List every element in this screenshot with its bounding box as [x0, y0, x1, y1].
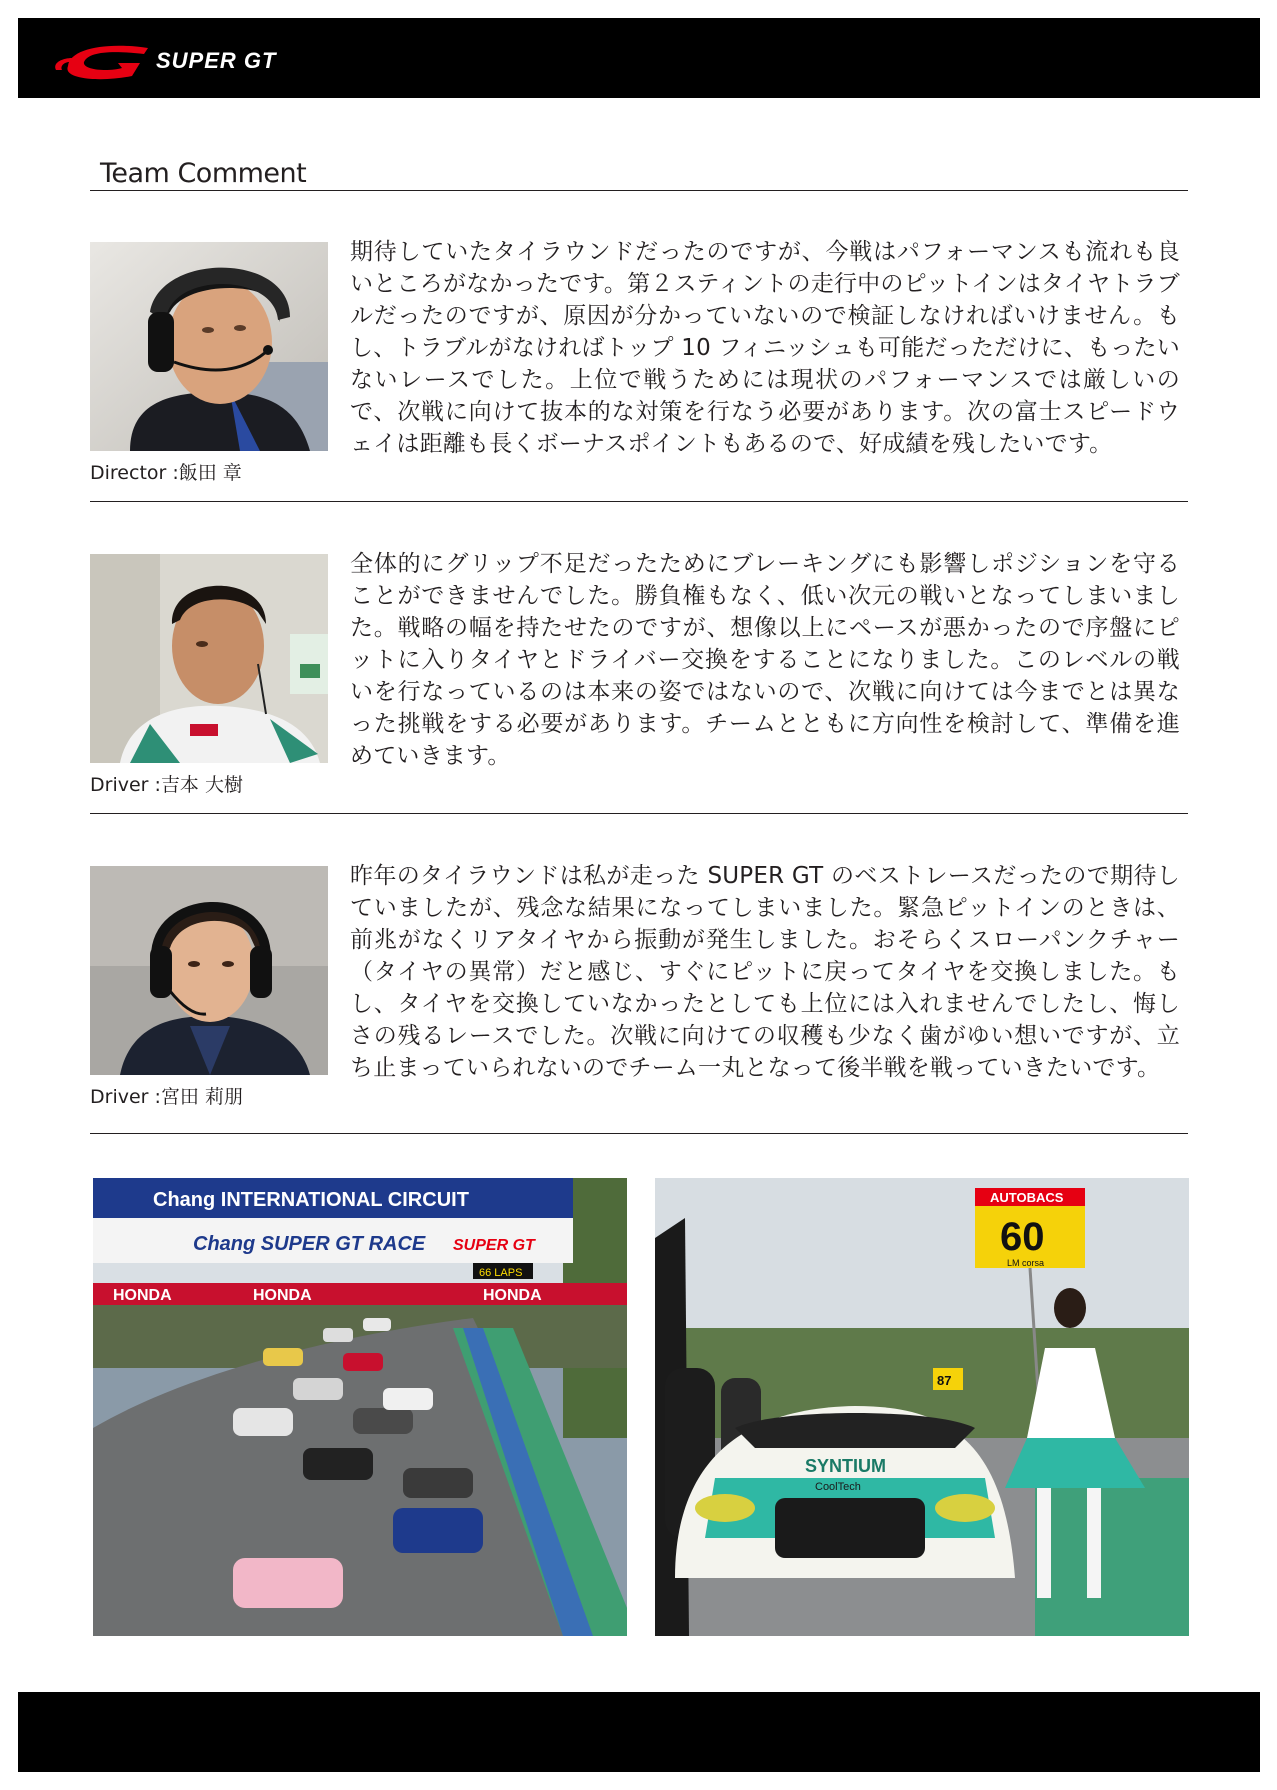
section-title: Team Comment [100, 158, 307, 189]
footer-bar [18, 1692, 1260, 1772]
banner-logo-text: SUPER GT [453, 1237, 535, 1254]
super-gt-logo[interactable] [48, 36, 348, 84]
entry-divider [90, 813, 1188, 814]
board-number: 60 [1000, 1215, 1045, 1259]
driver-miyata-photo [90, 866, 328, 1075]
yoshimoto-comment: 全体的にグリップ不足だったためにブレーキングにも影響しポジションを守ることができませんでした。勝負権もなく、低い次元の戦いとなってしまいました。戦略の幅を持たせたのですが、想像以上にペースが悪かったので序盤にピットに入りタイヤとドライバー交換をすることになりました。このレベルの戦いを行なっているのは本来の姿ではないので、次戦に向けては今までとは異なった挑戦をする必要があります。チームとともに方向性を検討して、準備を進めていきます。 [350, 551, 1180, 769]
board-team: LM corsa [1007, 1258, 1045, 1268]
director-photo [90, 242, 328, 451]
director-comment: 期待していたタイラウンドだったのですが、今戦はパフォーマンスも流れも良いところがなかったです。第２スティントの走行中のピットインはタイヤトラブルだったのですが、原因が分かっていないので検証しなければいけません。もし、トラブルがなければトップ 10 フィニッシュも可能だっただけに、もったいないレースでした。上位で戦うためには現状のパフォーマンスでは厳しいので、次戦に向けて抜本的な対策を行なう必要があります。次の富士スピードウェイは距離も長くボーナスポイントもあるので、好成績を残したいです。 [350, 239, 1180, 457]
director-caption: Director :飯田 章 [90, 462, 242, 484]
banner-sub-text: Chang SUPER GT RACE [193, 1233, 426, 1255]
car-sponsor-2: CoolTech [815, 1481, 861, 1493]
miyata-comment: 昨年のタイラウンドは私が走った SUPER GT のベストレースだったので期待していましたが、残念な結果になってしまいました。緊急ピットインのときは、前兆がなくリアタイヤから振動が発生しました。おそらくスローパンクチャー（タイヤの異常）だと感じ、すぐにピットに戻ってタイヤを交換しました。もし、タイヤを交換していなかったとしても上位には入れませんでしたし、悔しさの残るレースでした。次戦に向けての収穫も少なく歯がゆい想いですが、立ち止まっていられないのでチーム一丸となって後半戦を戦っていきたいです。 [350, 863, 1180, 1081]
board-brand: AUTOBACS [990, 1190, 1064, 1205]
entry-divider [90, 501, 1188, 502]
entry-divider [90, 1133, 1188, 1134]
laps-counter: 66 LAPS [479, 1267, 523, 1279]
title-divider [90, 190, 1188, 191]
super-gt-logo-icon [48, 36, 158, 84]
yoshimoto-caption: Driver :吉本 大樹 [90, 774, 243, 796]
header-bar [18, 18, 1260, 98]
miyata-caption: Driver :宮田 莉朋 [90, 1086, 243, 1108]
race-start-photo [93, 1178, 627, 1636]
comment-entry-driver-miyata [90, 863, 1188, 1126]
comment-entry-driver-yoshimoto [90, 551, 1188, 814]
comment-entry-director [90, 239, 1188, 502]
car-sponsor: SYNTIUM [805, 1456, 886, 1476]
sponsor-board-3: HONDA [483, 1287, 542, 1304]
driver-yoshimoto-photo [90, 554, 328, 763]
banner-top-text: Chang INTERNATIONAL CIRCUIT [153, 1189, 469, 1211]
small-board: 87 [937, 1373, 952, 1388]
logo-text: SUPER GT [156, 48, 277, 73]
sponsor-board-1: HONDA [113, 1287, 172, 1304]
grid-photo [655, 1178, 1189, 1636]
sponsor-board-2: HONDA [253, 1287, 312, 1304]
